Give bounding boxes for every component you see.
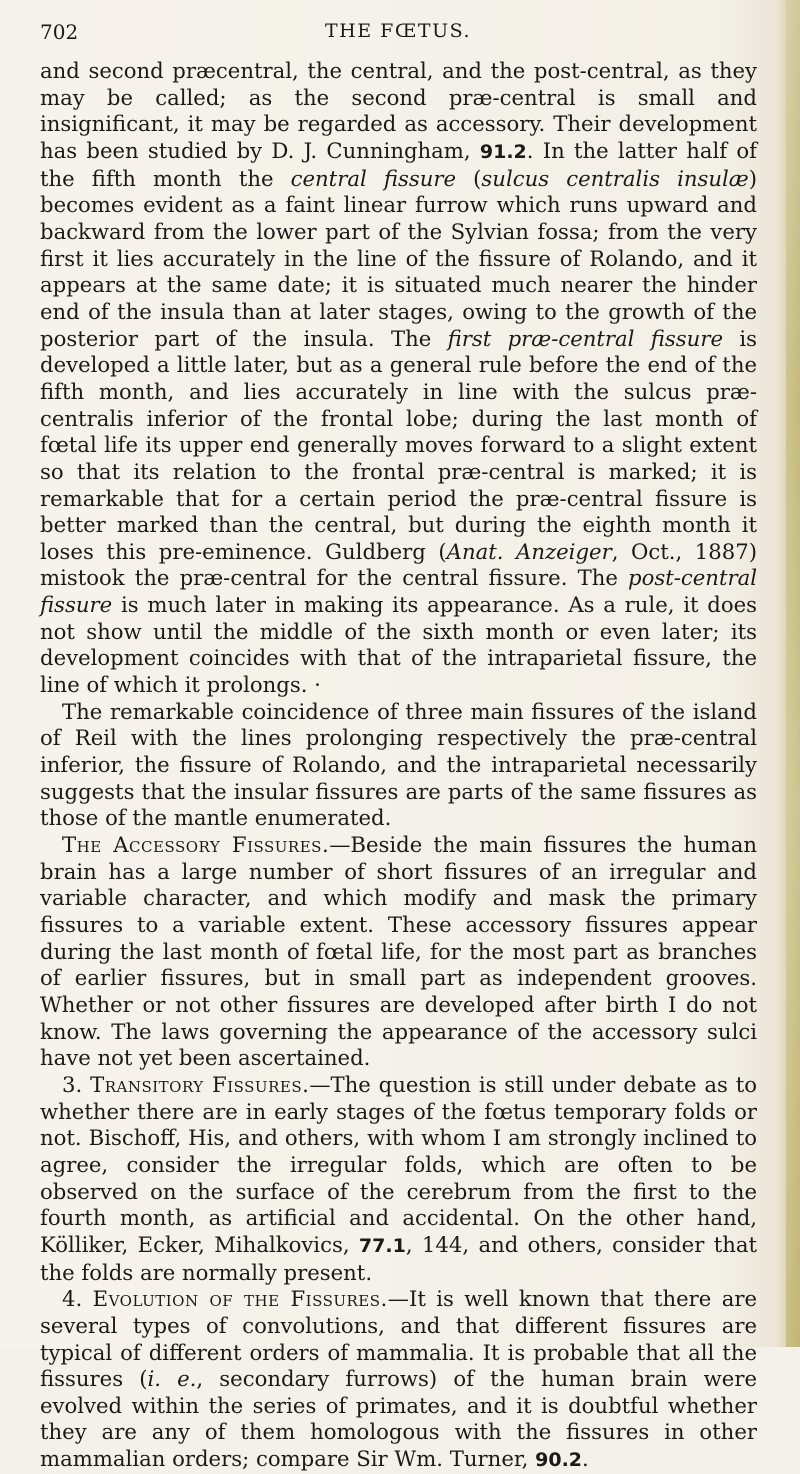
page-number: 702 [40, 20, 79, 44]
journal-title: Anat. Anzeiger [446, 538, 612, 564]
citation-ref: 90.2 [535, 1449, 583, 1472]
running-title: THE FŒTUS. [324, 20, 471, 42]
paragraph-1: and second præcentral, the central, and the post-central, as they may be called; as the second præ-central is small and insignificant, it may be regarded as accessory. Their development has been studied by D. J. Cunningham, 91.2. In the latter half of the fifth month the central fissure (sulcus centralis insulæ) becomes evident as a faint linear furrow which runs upward and backward from the lower part of the Sylvian fossa; from the very first it lies accurately in the line of the fissure of Rolando, and it appears at the same date; it is situated much nearer the hinder end of the insula than at later stages, owing to the growth of the posterior part of the insula. The first præ-central fissure is developed a little later, but as a general rule before the end of the fifth month, and lies accurately in line with the sulcus præ-centralis inferior of the frontal lobe; during the last month of fœtal life its upper end generally moves forward to a slight extent so that its relation to the frontal præ-central is marked; it is remarkable that for a certain period the præ-central fissure is better marked than the central, but during the eighth month it loses this pre-eminence. Guldberg (Anat. Anzeiger, Oct., 1887) mistook the præ-central for the central fissure. The post-central fissure is much later in making its appearance. As a rule, it does not show until the middle of the sixth month or even later; its development coincides with that of the intraparietal fissure, the line of which it prolongs. · [40, 58, 757, 698]
page-edge [786, 0, 800, 1347]
term: post-central fissure [40, 565, 757, 618]
page-header [40, 20, 756, 50]
term: first præ-central fissure [447, 325, 723, 351]
section-heading: The Accessory Fissures. [62, 832, 330, 858]
citation-ref: 91.2 [479, 140, 527, 163]
latin-term: sulcus centralis insulæ [481, 165, 749, 191]
paragraph-3: The Accessory Fissures.—Beside the main fissures the human brain has a large number of short fissures of an irregular and variable character, and which modify and mask the primary fissures to a variable extent. These accessory fissures appear during the last month of fœtal life, for the most part as branches of earlier fissures, but in small part as independent grooves. Whether or not other fissures are developed after birth I do not know. The laws governing the appearance of the accessory sulci have not yet been ascertained. [40, 832, 757, 1071]
body-text [40, 58, 757, 1474]
paragraph-2: The remarkable coincidence of three main fissures of the island of Reil with the lines prolonging respectively the præ-central inferior, the fissure of Rolando, and the intraparietal necessarily suggests that the insular fissures are parts of the same fissures as those of the mantle enumerated. [40, 698, 757, 831]
abbreviation: i. e. [147, 1366, 197, 1392]
paragraph-5: 4. Evolution of the Fissures.—It is well known that there are several types of convolutions, and that different fissures are typical of different orders of mammalia. It is probable that all the fissures (i. e., secondary furrows) of the human brain were evolved within the series of primates, and it is doubtful whether they are any of them homologous with the fissures in other mammalian orders; compare Sir Wm. Turner, 90.2. [40, 1286, 758, 1472]
term: central fissure [290, 165, 457, 191]
citation-ref: 77.1 [358, 1234, 406, 1257]
paragraph-4: 3. Transitory Fissures.—The question is still under debate as to whether there are in early stages of the fœtus temporary folds or not. Bischoff, His, and others, with whom I am strongly inclined to agree, consider the irregular folds, which are often to be observed on the surface of the cerebrum from the first to the fourth month, as artificial and accidental. On the other hand, Kölliker, Ecker, Mihalkovics, 77.1, 144, and others, consider that the folds are normally present. [40, 1071, 758, 1285]
section-heading: Transitory Fissures. [90, 1071, 310, 1097]
section-heading: Evolution of the Fissures. [92, 1286, 388, 1312]
